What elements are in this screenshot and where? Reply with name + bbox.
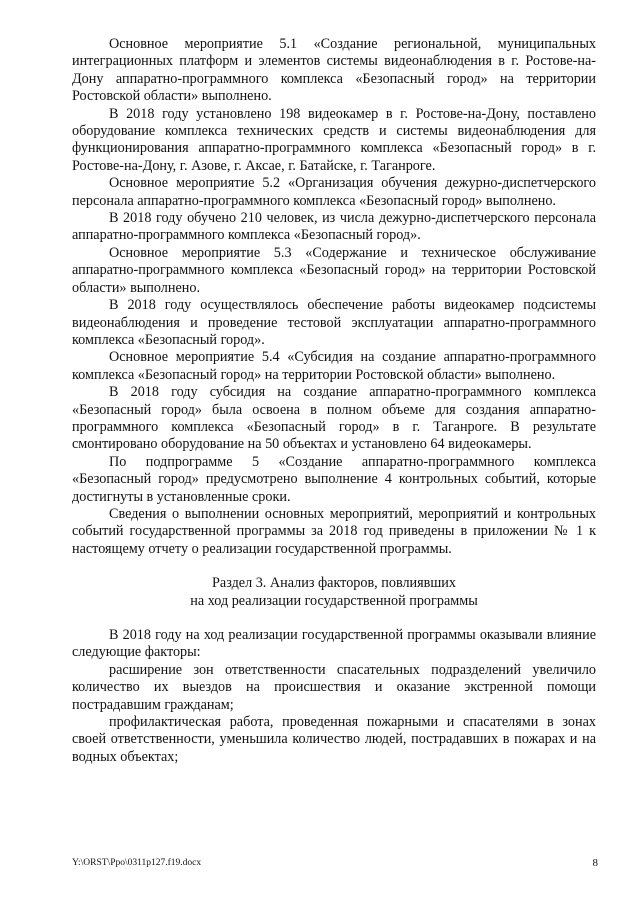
- spacer: [72, 610, 596, 627]
- paragraph-appendix-reference: Сведения о выполнении основных мероприятий, мероприятий и контрольных событий государственной программы за 2018 год приведены в приложении № 1 к настоящему отчету о реализации государственной программы.: [72, 505, 596, 557]
- paragraph-measure-5-1-result: В 2018 году установлено 198 видеокамер в г. Ростове-на-Дону, поставлено оборудование комплекса технических средств и системы видеонаблюдения для функционирования аппаратно-программного комплекса «Безопасный город» в г. Ростове-на-Дону, г. Азове, г. Аксае, г. Батайске, г. Таганроге.: [72, 105, 596, 174]
- paragraph-factors-intro: В 2018 году на ход реализации государственной программы оказывали влияние следующие факторы:: [72, 627, 596, 661]
- paragraph-measure-5-4: Основное мероприятие 5.4 «Субсидия на создание аппаратно-программного комплекса «Безопасный город» на территории Ростовской области» выполнено.: [72, 349, 596, 383]
- section-heading-line-2: на ход реализации государственной программы: [190, 592, 478, 609]
- paragraph-measure-5-4-result: В 2018 году субсидия на создание аппаратно-программного комплекса «Безопасный город» была освоена в полном объеме для создания аппаратно-программного комплекса «Безопасный город» в г. Таганроге. В результате смонтировано оборудование на 50 объектах и установлено 64 видеокамеры.: [72, 384, 596, 453]
- paragraph-measure-5-2: Основное мероприятие 5.2 «Организация обучения дежурно-диспетчерского персонала аппаратно-программного комплекса «Безопасный город» выполнено.: [72, 175, 596, 209]
- paragraph-factor-prevention: профилактическая работа, проведенная пожарными и спасателями в зонах своей ответственности, уменьшила количество людей, пострадавших в пожарах и на водных объектах;: [72, 714, 596, 765]
- paragraph-measure-5-3: Основное мероприятие 5.3 «Содержание и техническое обслуживание аппаратно-программного комплекса «Безопасный город» на территории Ростовской области» выполнено.: [72, 244, 596, 296]
- paragraph-factor-rescue-zones: расширение зон ответственности спасательных подразделений увеличило количество их выездов на происшествия и оказание экстренной помощи пострадавшим гражданам;: [72, 661, 596, 713]
- paragraph-measure-5-1: Основное мероприятие 5.1 «Создание региональной, муниципальных интеграционных платформ и элементов системы видеонаблюдения в г. Ростове-на-Дону аппаратно-программного комплекса «Безопасный город» на территории Ростовской области» выполнено.: [72, 36, 596, 105]
- paragraph-subprogram-5: По подпрограмме 5 «Создание аппаратно-программного комплекса «Безопасный город» предусмотрено выполнение 4 контрольных событий, которые достигнуты в установленные сроки.: [72, 453, 596, 505]
- spacer: [72, 558, 596, 575]
- paragraph-measure-5-3-result: В 2018 году осуществлялось обеспечение работы видеокамер подсистемы видеонаблюдения и проведение тестовой эксплуатации аппаратно-программного комплекса «Безопасный город».: [72, 297, 596, 348]
- document-page: [72, 36, 596, 766]
- page-number: 8: [592, 857, 598, 869]
- paragraph-measure-5-2-result: В 2018 году обучено 210 человек, из числа дежурно-диспетчерского персонала аппаратно-программного комплекса «Безопасный город».: [72, 210, 596, 244]
- footer-file-path: Y:\ORST\Ppo\0311p127.f19.docx: [72, 858, 202, 868]
- section-heading-line-1: Раздел 3. Анализ факторов, повлиявших: [212, 575, 456, 592]
